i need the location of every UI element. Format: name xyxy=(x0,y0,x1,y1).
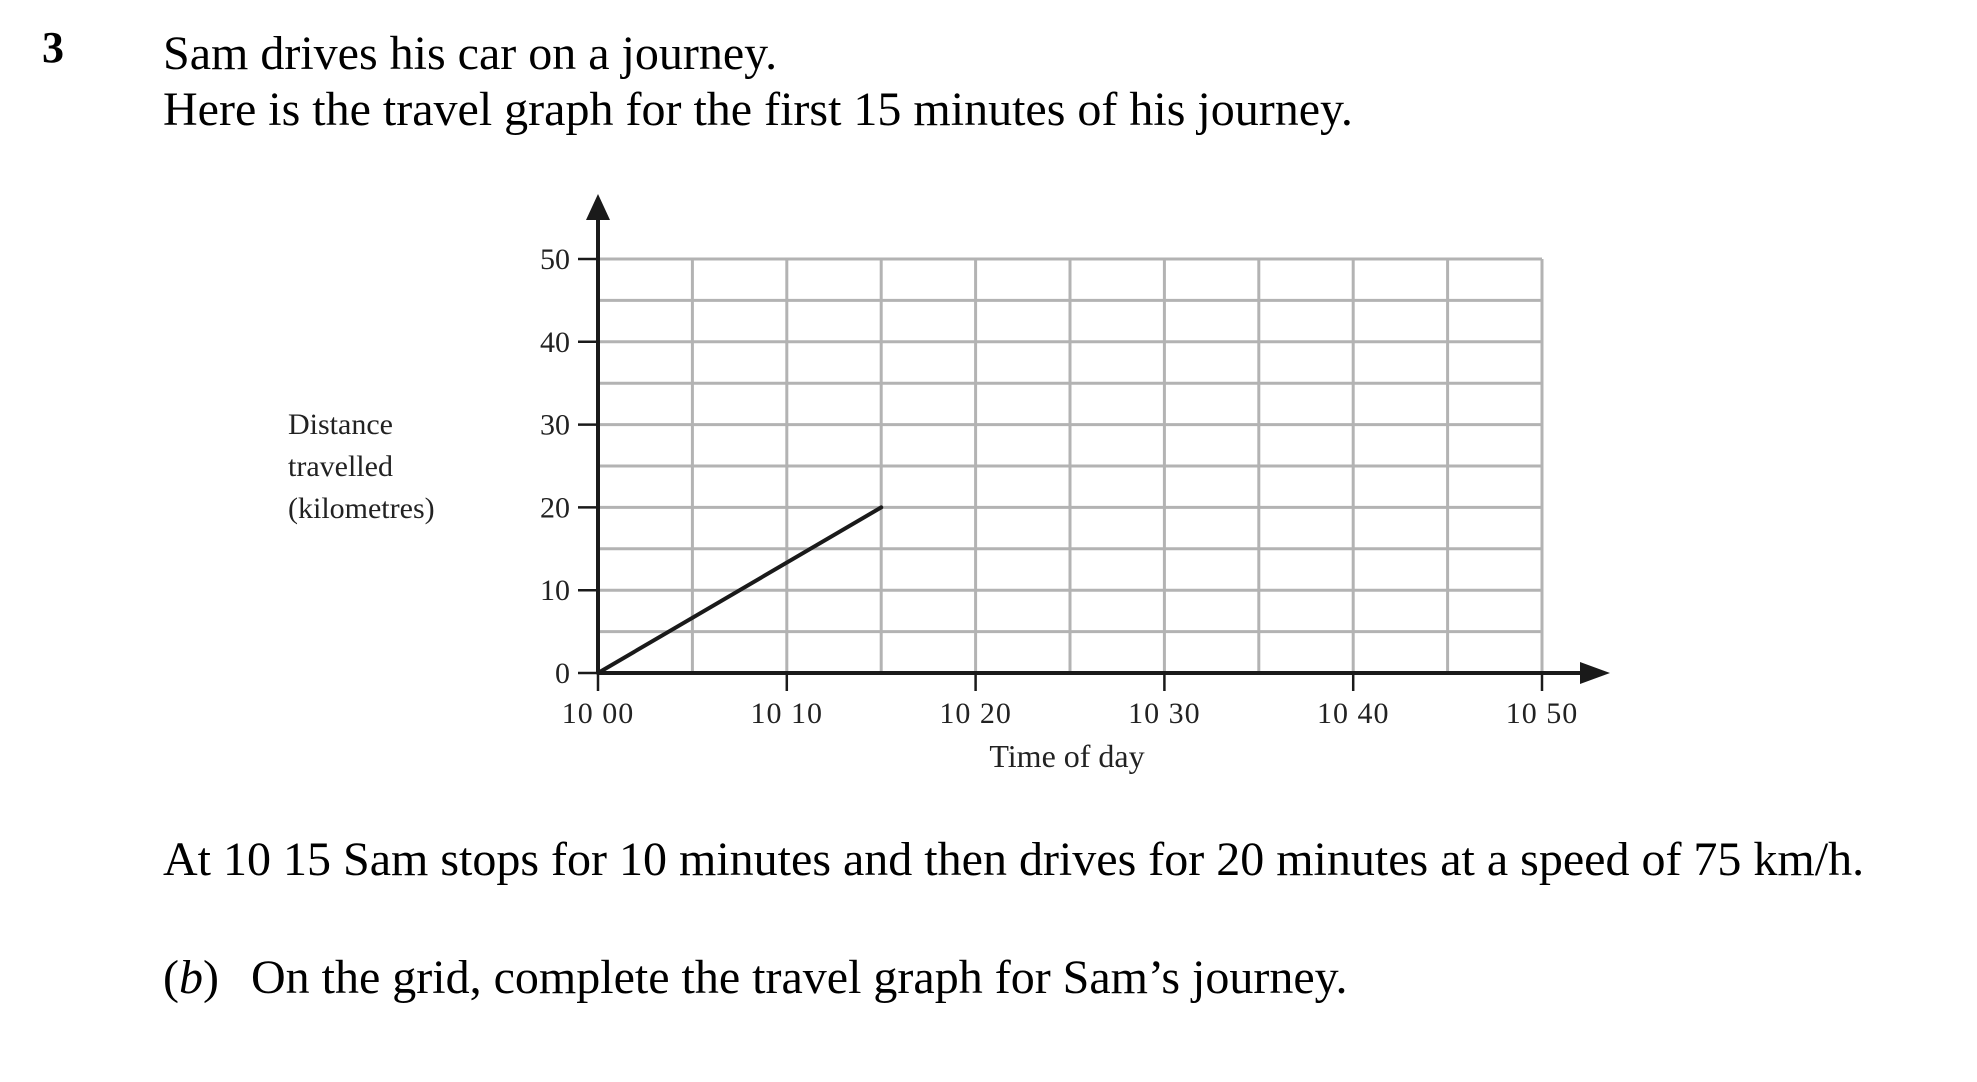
part-close-paren: ) xyxy=(202,951,219,1004)
x-axis-title: Time of day xyxy=(989,738,1145,774)
part-label xyxy=(163,951,219,1004)
x-tick-label: 10 20 xyxy=(939,697,1012,730)
y-axis-arrow-icon xyxy=(586,194,610,220)
y-axis-label-line-1: Distance xyxy=(288,408,393,441)
y-tick-label: 0 xyxy=(555,657,570,690)
x-tick-label: 10 30 xyxy=(1128,697,1201,730)
y-axis-label-line-3: (kilometres) xyxy=(288,492,435,525)
x-tick-label: 10 00 xyxy=(561,697,635,730)
intro-line-1: Sam drives his car on a journey. xyxy=(163,27,778,80)
y-tick-label: 50 xyxy=(540,243,570,276)
x-tick-label: 10 40 xyxy=(1316,697,1390,730)
x-axis-arrow-icon xyxy=(1580,662,1610,684)
intro-line-2: Here is the travel graph for the first 15 minutes of his journey. xyxy=(163,83,1353,136)
x-tick-label: 10 10 xyxy=(750,697,824,730)
x-tick-label: 10 50 xyxy=(1505,697,1579,730)
question-statement: At 10 15 Sam stops for 10 minutes and then drives for 20 minutes at a speed of 75 km/h. xyxy=(163,833,1865,886)
y-tick-label: 20 xyxy=(540,491,570,525)
question-number: 3 xyxy=(42,23,64,72)
y-axis-label-line-2: travelled xyxy=(288,450,393,483)
y-tick-label: 10 xyxy=(540,574,570,608)
part-instruction: On the grid, complete the travel graph for Sam’s journey. xyxy=(250,951,1348,1004)
part-letter: b xyxy=(178,951,203,1004)
y-tick-label: 30 xyxy=(540,408,570,442)
question-part-b xyxy=(163,950,1348,1006)
part-open-paren: ( xyxy=(163,951,179,1004)
y-tick-label: 40 xyxy=(540,325,570,359)
